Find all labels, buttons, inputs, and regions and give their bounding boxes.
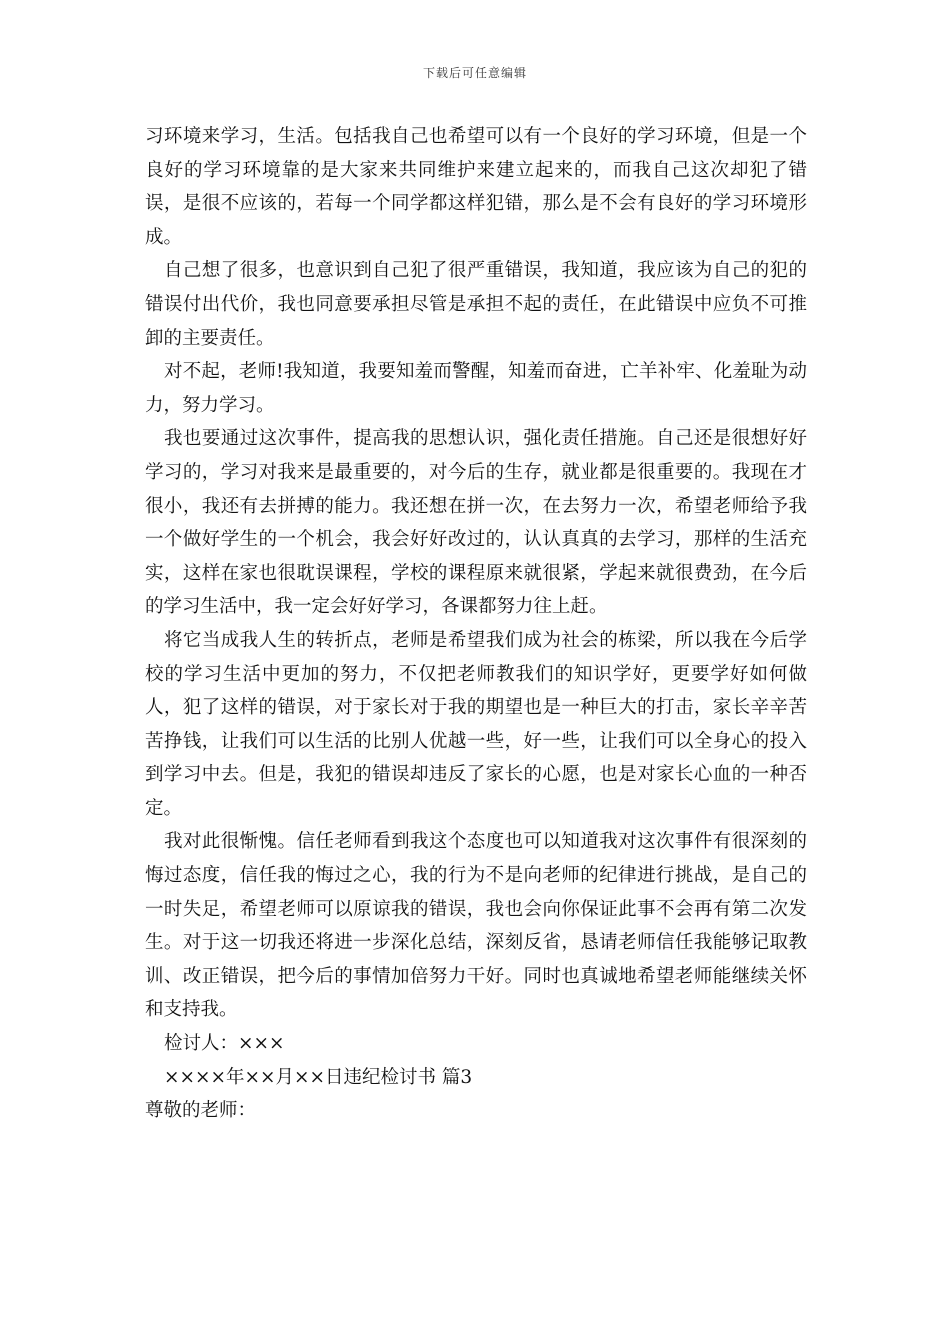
salutation-line: 尊敬的老师： bbox=[145, 1100, 257, 1122]
date-title-line: ××××年××月××日违纪检讨书 篇3 bbox=[164, 1066, 473, 1088]
paragraph-3: 对不起，老师!我知道，我要知羞而警醒，知羞而奋进，亡羊补牢、化羞耻为动力，努力学习。 bbox=[145, 361, 807, 416]
paragraph-5: 将它当成我人生的转折点，老师是希望我们成为社会的栋梁，所以我在今后学校的学习生活中更加的努力，不仅把老师教我们的知识学好，更要学好如何做人，犯了这样的错误，对于家长对于我的期望也是一种巨大的打击，家长辛辛苦苦挣钱，让我们可以生活的比别人优越一些，好一些，让我们可以全身心的投入到学习中去。但是，我犯的错误却违反了家长的心愿，也是对家长心血的一种否定。 bbox=[145, 629, 807, 819]
signature-line: 检讨人：××× bbox=[164, 1033, 285, 1055]
page-header-note: 下载后可任意编辑 bbox=[422, 66, 527, 80]
paragraph-6: 我对此很惭愧。信任老师看到我这个态度也可以知道我对这次事件有很深刻的悔过态度，信任我的悔过之心，我的行为不是向老师的纪律进行挑战，是自己的一时失足，希望老师可以原谅我的错误，我也会向你保证此事不会再有第二次发生。对于这一切我还将进一步深化总结，深刻反省，恳请老师信任我能够记取教训、改正错误，把今后的事情加倍努力干好。同时也真诚地希望老师能继续关怀和支持我。 bbox=[145, 831, 807, 1021]
paragraph-2: 自己想了很多，也意识到自己犯了很严重错误，我知道，我应该为自己的犯的错误付出代价，我也同意要承担尽管是承担不起的责任，在此错误中应负不可推卸的主要责任。 bbox=[145, 260, 807, 349]
paragraph-1: 习环境来学习，生活。包括我自己也希望可以有一个良好的学习环境，但是一个良好的学习环境靠的是大家来共同维护来建立起来的，而我自己这次却犯了错误，是很不应该的，若每一个同学都这样犯错，那么是不会有良好的学习环境形成。 bbox=[145, 126, 807, 248]
document-body bbox=[145, 120, 807, 1128]
paragraph-4: 我也要通过这次事件，提高我的思想认识，强化责任措施。自己还是很想好好学习的，学习对我来是最重要的，对今后的生存，就业都是很重要的。我现在才很小，我还有去拼搏的能力。我还想在拼一次，在去努力一次，希望老师给予我一个做好学生的一个机会，我会好好改过的，认认真真的去学习，那样的生活充实，这样在家也很耽误课程，学校的课程原来就很紧，学起来就很费劲，在今后的学习生活中，我一定会好好学习，各课都努力往上赶。 bbox=[145, 428, 807, 618]
